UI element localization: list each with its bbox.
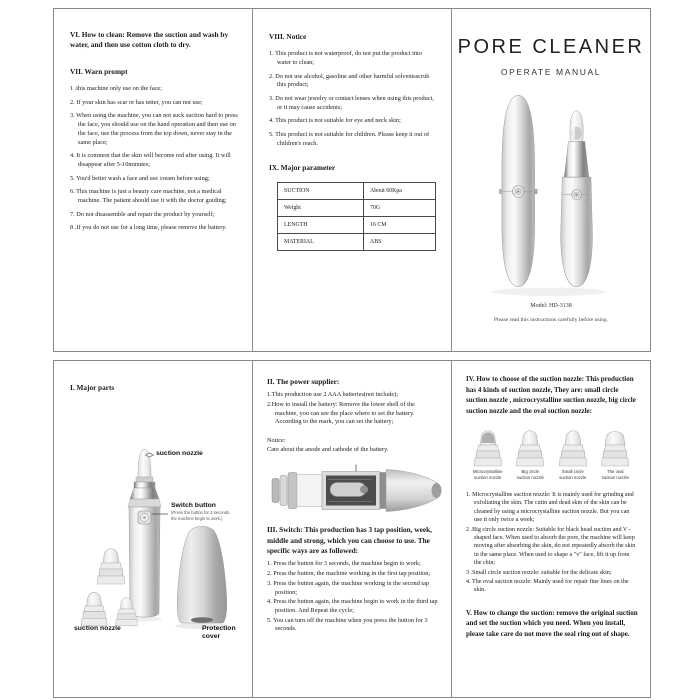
battery-install-photo [268,462,439,518]
big-circle-nozzle-icon [513,425,547,467]
choose-item: 3 .Small circle suction nozzle: suitable for the delicate skin; [466,569,612,576]
panel-major-parts [53,360,253,698]
nozzle-type [596,425,636,482]
panel-cover [451,8,651,352]
label-switch-sub1: (Press the button for 3 seconds, [171,510,231,516]
heading-choose-nozzle: IV. How to choose of the suction nozzle: This production has 4 kinds of suction nozzle, They are: small circle suction nozzle , microcrystalline suction nozzle, big circle suction nozzle and the oval suction nozzle: [466,375,636,415]
nozzle-types-row [468,425,638,482]
small-circle-nozzle-icon [556,425,590,467]
warn-item: 3. When using the machine, you can not suck suction hard to press the face, you should use on the hand operation and then use on the face, use the process from the top down, never stay in the same place; [70,112,238,146]
warn-item: 7. Do not disassemble and repair the product by yourself; [70,210,215,218]
heading-how-to-clean: VI. How to clean: Remove the suction and wash by water, and then use cotton cloth to dry. [70,30,229,50]
param-value: ABS [364,233,436,250]
microcrystalline-nozzle-icon [471,425,505,467]
label-suction-nozzle-bottom: suction nozzle [74,625,121,632]
panel-how-to-clean [53,8,253,352]
heading-warn-prompt: VII. Warn prompt [70,66,128,76]
heading-switch: III. Switch: This production has 3 tap position, week, middle and strong, which you can choose to use. The specific ways are as followed: [267,525,432,556]
table-row [278,182,436,199]
oval-nozzle-icon [598,425,632,467]
device-with-cap-illustration [499,95,537,286]
panel-nozzle-choose [451,360,651,698]
battery-exploded-illustration [268,462,448,518]
panel-power-switch [252,360,452,698]
warn-item: 4. It is common that the skin will become red after using. It will disappear after 5-10minutes; [70,152,231,168]
nozzle-caption: Small circle [561,469,584,474]
notice-item: 1. This product is not waterproof, do not put the product into water to clean; [269,50,422,67]
nozzle-caption: suction nozzle [474,475,502,481]
label-switch-sub2: the machine begin to work.) [171,516,223,522]
switch-item: 1. Press the button for 3 seconds, the machine begin to work; [267,560,421,568]
warn-item: 8 .If you do not use for a long time, please remove the battery. [70,224,227,232]
manual-sheet [53,8,651,698]
warn-item: 5. You'd better wash a face and use cream before using; [70,174,210,182]
switch-item: 5. You can turn off the machine when you press the button for 3 seconds. [267,616,428,633]
heading-change-suction: V. How to change the suction: remove the original suction and set the suction which you need. When you install, please take care do not move the seal ring out of shape. [466,608,638,638]
notice-item: 5. This product is not suitable for children. Please keep it out of children's reach. [269,131,430,147]
heading-major-parts: I. Major parts [70,383,115,392]
notice-text: Care about the anode and cathode of the battery. [267,446,389,454]
warn-item: 1 .this machine only use on the face; [70,85,162,93]
param-value: About 60Kpa [364,182,436,199]
panel-notice-parameter [252,8,452,352]
param-name: LENGTH [278,216,364,233]
choose-item: 1. Microcrystalline suction nozzle: It is mainly used for grinding and exfoliating the skin. The cutin and dead skin of the skin can be cleaned by using a microcrystalline suction nozzle. But you can use it only twice a week; [466,491,634,524]
power-item: 1.This production use 2 AAA batteries(not include); [267,391,398,399]
spare-nozzles-illustration [81,549,137,626]
nozzle-type [468,425,508,482]
product-photo [452,81,650,301]
switch-item: 3. Press the button again, the machine working in the second tap position; [267,579,430,596]
device-open-illustration [561,111,593,287]
label-suction-nozzle-top: suction nozzle [156,450,203,457]
label-protection-cover-1: Protection [202,625,236,632]
device-illustration [128,449,161,617]
heading-power-supplier: II. The power supplier: [267,377,340,386]
pore-cleaner-illustration [452,81,650,301]
nozzle-caption: The oval [607,469,624,474]
power-item: 2.How to install the battery: Remove the lower shell of the machine, you can see the place where to set the battery. According to the mark, you can set the battery; [267,401,415,426]
heading-notice: VIII. Notice [269,32,307,41]
nozzle-type [511,425,551,482]
nozzle-type [553,425,593,482]
model-number: Model: HD-3138 [530,303,572,309]
param-value: 16 CM [364,216,436,233]
notice-item: 4. This product is not suitable for eye and neck skin; [269,117,401,125]
nozzle-caption: suction nozzle [559,475,587,481]
label-switch-button: Switch button [171,502,216,509]
page-subtitle: OPERATE MANUAL [500,67,602,77]
switch-item: 4. Press the button again, the machine begin to work in the third tap position. And Repeat the cycle; [267,598,438,614]
param-name: Weight [278,199,364,216]
nozzle-caption: Microcrystalline [472,469,503,474]
warn-item: 6. This machine is just a beauty care machine, not a medical machine. The patient should use it with the doctor guiding; [70,188,227,204]
notice-item: 3. Do not wear jewelry or contact lenses when using this product, or it may cause accidents; [269,95,434,111]
param-name: SUCTION [278,182,364,199]
label-protection-cover-2: cover [202,633,221,641]
param-name: MATERIAL [278,233,364,250]
notice-label: Notice: [267,437,286,445]
param-value: 70G [364,199,436,216]
nozzle-caption: suction nozzle [516,475,544,481]
page-title: PORE CLEANER [457,36,645,58]
table-row [278,233,436,250]
warn-item: 2. If your skin has scar or has tetter, you can not use; [70,98,203,106]
nozzle-caption: Big circle [521,469,539,474]
table-row [278,199,436,216]
parameter-table [277,182,436,251]
heading-major-parameter: IX. Major parameter [269,162,336,172]
table-row [278,216,436,233]
read-instructions-note: Please read this instructions carefully before using. [493,317,609,323]
switch-item: 2. Press the button, the machine working in the first tap position; [267,570,431,578]
notice-item: 2. Do not use alcohol, gasoline and other harmful solventsscrub this product; [269,72,430,89]
choose-item: 4. The oval suction nozzle: Mainly used for repair fine lines on the skin. [466,578,629,594]
nozzle-caption: suction nozzle [601,475,629,481]
protection-cover-illustration [177,526,227,623]
choose-item: 2 .Big circle suction nozzle: Suitable for black head suction and V - shaped face. When used to absorb the pore, the machine will keep moving after absorbing the skin, do not repeatedly absorb the skin in the same place. When used to shape a "v" face, lift it up from the chin; [466,526,636,567]
